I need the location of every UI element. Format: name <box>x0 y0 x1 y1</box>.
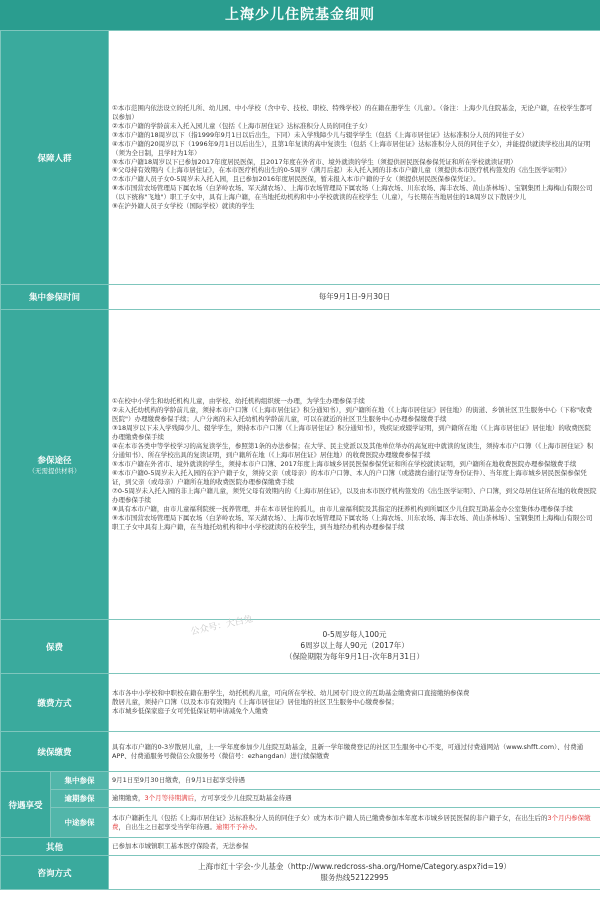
procedure-item: ⑧具有本市户籍，由市儿童福利院统一抚养管理，并在本市居住的孤儿，由市儿童福利院及其指定的抚养机构到所属区少儿住院互助基金办公室集体办理参保手续 <box>112 504 573 513</box>
coverage-item: ③本市户籍的18周岁以下（指1999年9月1日以后出生，下同）未入学残障少儿与辍学学生（包括《上海市居住证》达标准积分人员的同住子女） <box>112 130 528 139</box>
payment-line: 本市城乡低保家庭子女可凭低保证明申请减免个人缴费 <box>112 706 269 715</box>
waiting-text-main: 本市户籍新生儿（包括《上海市居住证》达标准积分人员的同住子女）或为本市户籍人员已缴费参加本年度本市城乡居民医保的非户籍子女，在出生后的 <box>112 813 548 822</box>
waiting-row-late <box>1 790 600 808</box>
procedure-label-text: 参保途径 <box>37 456 72 466</box>
period-row <box>1 285 600 310</box>
premium-label: 保费 <box>1 620 109 674</box>
contact-content <box>109 856 600 890</box>
waiting-sublabel: 集中参保 <box>51 772 109 790</box>
waiting-highlight: 3个月等待期满后 <box>144 794 195 803</box>
contact-website[interactable]: 上海市红十字会-少儿基金（http://www.redcross-sha.org/Home/Category.aspx?id=19） <box>198 861 511 871</box>
renewal-row <box>1 732 600 772</box>
procedure-item: ⑨本市国营农场管理局下属农场（白茅岭农场、军天湖农场）、上海市农场管理局下属农场（上海农场、川东农场、海丰农场、黄山茶林场）、宝钢集团上海梅山有限公司职工子女中具有上海户籍，在当地托幼机构和中小学校就读的在校学生，到当地经办机构办理参保手续 <box>112 513 593 531</box>
waiting-sublabel: 中途参保 <box>51 808 109 838</box>
waiting-text-main: 逾期缴费， <box>112 794 145 803</box>
coverage-item: ⑧本市国营农场管理局下属农场（白茅岭农场、军天湖农场）、上海市农场管理局下属农场（上海农场、川东农场、海丰农场、黄山茶林场）、宝钢集团上海梅山有限公司（以下统称"飞地"）职工子女中，具有上海户籍，在当地托幼机构和中小学校就读的在校学生（儿童），与长期在当地居住的18周岁以下散居少儿 <box>112 184 593 202</box>
payment-line: 散居儿童，须持户口簿（以及本市有效期内《上海市居住证》居住地的社区卫生服务中心缴费参保； <box>112 698 399 707</box>
premium-content <box>109 620 600 674</box>
premium-line: 6周岁以上每人90元（2017年） <box>300 641 409 651</box>
coverage-item: ⑤本市户籍18周岁以下已参加2017年度居民医保，且2017年度在外省市、境外就读的学生（须提供居民医保参保凭证和所在学校就读证明） <box>112 157 517 166</box>
procedure-content <box>109 310 600 620</box>
coverage-item: ②本市户籍的学龄前未入托入园儿童（包括《上海市居住证》达标准积分人员的同住子女） <box>112 121 372 130</box>
coverage-content <box>109 31 600 285</box>
waiting-text-tail: ，自出生之日起享受当学年待遇。 <box>118 822 217 831</box>
coverage-row <box>1 31 600 285</box>
premium-row <box>1 620 600 674</box>
waiting-text: 9月1日至9月30日缴费，自9月1日起享受待遇 <box>109 772 600 790</box>
rules-table <box>0 30 600 890</box>
procedure-label <box>1 310 109 620</box>
other-row <box>1 838 600 856</box>
coverage-item: ⑥父母持有效期内《上海市居住证》，在本市医疗机构出生的0-5周岁（满月后起）未入托入园的非本市户籍儿童（须提供本市医疗机构签发的《出生医学证明》） <box>112 166 571 175</box>
renewal-content: 具有本市户籍的0-3岁散居儿童，上一学年度参加少儿住院互助基金，且新一学年缴费登记的社区卫生服务中心不变，可通过付费通网站（www.shfft.com）、付费通APP、付费通服务号微信公众服务号（微信号：ezhangdan）进行续保缴费 <box>109 732 600 772</box>
waiting-label: 待遇享受 <box>1 772 51 838</box>
procedure-item: ②未入托幼机构的学龄前儿童，须持本市户口簿（《上海市居住证》积分通知书），到户籍所在地（《上海市居住证》居住地）的街道、乡镇社区卫生服务中心（下称"收费医院"）办理缴费参保手续；人户分离的未入托幼机构学龄前儿童，可以在就近的社区卫生服务中心办理参保缴费手续 <box>112 406 593 424</box>
procedure-row <box>1 310 600 620</box>
waiting-sublabel: 逾期参保 <box>51 790 109 808</box>
procedure-item: ⑥本市户籍0-5周岁未入托入园的在沪户籍子女，须持父亲（或母亲）的本市户口簿、本人的户口簿（或港澳台通行证等身份证件）、当年度上海市城乡居民医保参保凭证，到父亲（或母亲）户籍所在地的收费医院办理参保缴费手续 <box>112 468 587 486</box>
coverage-item: ④本市户籍的20周岁以下（1996年9月1日以后出生），且第1年复读的高中复读生（包括《上海市居住证》达标准积分人员的同住子女），并能提供就读学校出具的证明（须为全日制，且学时为1年） <box>112 139 591 157</box>
waiting-row-midway <box>1 808 600 838</box>
procedure-item: ⑦0-5周岁未入托入园的非上海户籍儿童，须凭父母有效期内的《上海市居住证》，以及由本市医疗机构签发的《出生医学证明》、户口簿，到父母居住证所在地的收费医院办理参保手续 <box>112 486 597 504</box>
payment-label: 缴费方式 <box>1 674 109 732</box>
payment-line: 本市各中小学校和中职校在籍在册学生，幼托机构儿童，可向所在学校、幼儿园专门设立的互助基金缴费窗口直接缴纳参保费 <box>112 689 470 698</box>
waiting-text-tail: ，方可享受少儿住院互助基金待遇 <box>194 794 292 803</box>
waiting-text-tail-red: 逾期不予补办。 <box>216 822 262 831</box>
payment-row <box>1 674 600 732</box>
period-value: 每年9月1日-9月30日 <box>109 285 600 310</box>
contact-hotline: 服务热线52122995 <box>320 872 389 882</box>
waiting-text <box>109 808 600 838</box>
period-label: 集中参保时间 <box>1 285 109 310</box>
page-title: 上海少儿住院基金细则 <box>0 0 600 30</box>
waiting-row-collective <box>1 772 600 790</box>
renewal-label: 续保缴费 <box>1 732 109 772</box>
procedure-item: ④在本市各类中等学校学习的高复读学生，参照第1条的办法参保；在大学、民主党派以及其他单位举办的高复班中就读的复读生，须持本市户口簿（《上海市居住证》积分通知书）、所在学校出具的复读证明，到户籍所在地（《上海市居住证》居住地）的收费医院办理缴费参保手续 <box>112 442 594 460</box>
procedure-sublabel: （无需提供材料） <box>28 467 81 475</box>
premium-line: （保险期限为每年9月1日-次年8月31日） <box>284 651 425 661</box>
other-label: 其他 <box>1 838 109 856</box>
premium-line: 0-5周岁每人100元 <box>322 630 387 640</box>
other-content: 已参加本市城镇职工基本医疗保险者，无法参保 <box>109 838 600 856</box>
coverage-item: ⑨在沪外籍人员子女学校（国际学校）就读的学生 <box>112 202 255 211</box>
procedure-item: ③18周岁以下未入学残障少儿、辍学学生，须持本市户口簿（《上海市居住证》积分通知书），残疾证或辍学证明，到户籍所在地（《上海市居住证》居住地）的收费医院办理缴费参保手续 <box>112 424 591 442</box>
payment-content <box>109 674 600 732</box>
coverage-item: ①本市范围内依法设立的托儿所、幼儿园、中小学校（含中专、技校、职校、特殊学校）的在籍在册学生（儿童）。（备注：上海少儿住院基金，无论户籍，在校学生都可以参加） <box>112 103 593 121</box>
contact-row <box>1 856 600 890</box>
coverage-label: 保障人群 <box>1 31 109 285</box>
waiting-text <box>109 790 600 808</box>
procedure-item: ⑤本市户籍在外省市、境外就读的学生，须持本市户口簿、2017年度上海市城乡居民医保参保凭证和所在学校就读证明，到户籍所在地收费医院办理参保缴费手续 <box>112 460 577 469</box>
procedure-item: ①在校中小学生和幼托机构儿童，由学校、幼托机构组织统一办理，为学生办理参保手续 <box>112 397 365 406</box>
coverage-item: ⑦本市户籍人员子女0-5周岁未入托入园，且已参加2016年度居民医保，暂未报入本市户籍的子女（须提供居民医保参保凭证）。 <box>112 175 480 184</box>
watermark: 公众号：大白兔 <box>189 614 254 638</box>
waiting-highlight: 3个月内参保缴费 <box>112 813 591 831</box>
contact-label: 咨询方式 <box>1 856 109 890</box>
